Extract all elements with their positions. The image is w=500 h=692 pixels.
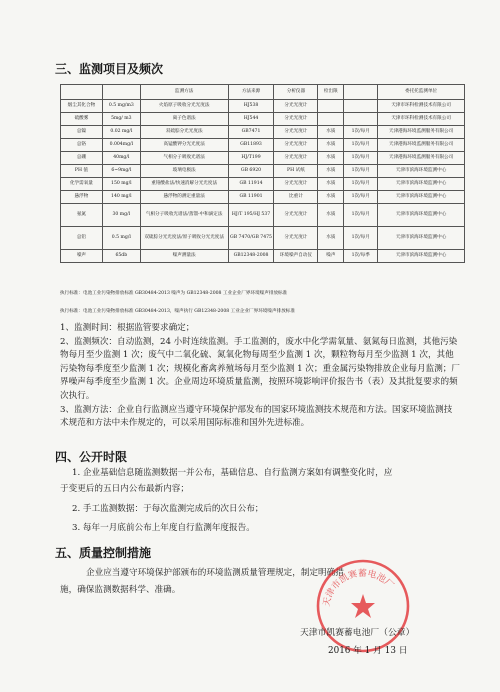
table-row [61, 191, 465, 204]
table-row [61, 113, 465, 126]
table-cell: GB7471 [228, 126, 274, 139]
table-cell: GB11893 [228, 139, 274, 152]
table-cell: 天津港海环境监测服务有限公司 [378, 152, 465, 165]
table-header-cell: 方法来源 [228, 85, 274, 100]
table-cell: 分光光度计 [274, 113, 318, 126]
company-seal-stamp [313, 556, 413, 656]
table-row [61, 139, 465, 152]
table-note-1: 执行标准：电池工业污染物排放标准 GB30484-2013 噪声为 GB12348-2008 工业企业厂界环境噪声排放标准 [60, 291, 288, 296]
qc-line-2: 施，确保监测数据科学、准确。 [60, 585, 181, 595]
table-row [61, 165, 465, 178]
table-row [61, 100, 465, 113]
table-cell: 分光光度计 [274, 100, 318, 113]
table-header-cell: 检出限 [318, 85, 344, 100]
table-cell: 水质 [318, 165, 344, 178]
table-cell: 悬浮物 [61, 191, 103, 204]
table-cell: 气相分子吸收光谱法 [140, 152, 228, 165]
table-cell: 总硼 [61, 152, 103, 165]
table-cell [344, 113, 378, 126]
table-header-cell: 监测方法 [140, 85, 228, 100]
table-cell: 水质 [318, 126, 344, 139]
table-cell: 天津市环科检测技术有限公司 [378, 113, 465, 126]
table-cell: 1次/每月 [344, 165, 378, 178]
table-cell: 1次/每月 [344, 191, 378, 204]
table-cell: 1次/每季 [344, 250, 378, 263]
publish-item-1b: 于变更后的五日内公布最新内容； [60, 484, 189, 494]
table-cell: 水质 [318, 139, 344, 152]
table-cell: 总铅 [61, 227, 103, 250]
table-cell: 1次/每月 [344, 204, 378, 227]
table-header-row [61, 85, 465, 100]
table-cell: 水质 [318, 191, 344, 204]
table-cell: 水质 [318, 178, 344, 191]
table-cell: 玻璃电极法 [140, 165, 228, 178]
monitoring-requirements: 1、监测时间：根据监管要求确定； 2、监测频次：自动监测，24 小时连续监测。手工监测的，废水中化学需氧量、氨氮每日监测，其他污染物每月至少监测 1 次；废气中二氧化硫、氮氧化物每周至少监测 1 次，颗粒物每月至少监测 1 次，其他污染物每季度至少监测 1 次；规模化畜禽养殖场每月至少监测 1 次；重金属污染物排放企业每月监测；厂界噪声每季度至少监测 1 次。企业周边环境质量监测，按照环境影响评价报告书（表）及其批复要求的频次执行。 3、监测方法：企业自行监测应当遵守环境保护部发布的国家环境监测技术规范和方法。国家环境监测技术规范和方法中未作规定的，可以采用国际标准和国外先进标准。 [60, 323, 460, 429]
table-cell: 150 mg/l [102, 178, 140, 191]
table-cell: 0.02 mg/l [102, 126, 140, 139]
table-cell: HJ538 [228, 100, 274, 113]
table-row [61, 250, 465, 263]
table-cell: 天津市滨海环境监测中心 [378, 191, 465, 204]
table-cell [318, 100, 344, 113]
table-cell: 硫酸雾 [61, 113, 103, 126]
table-cell: 140 mg/l [102, 191, 140, 204]
table-cell: 水质 [318, 227, 344, 250]
svg-text:天津市凯赛蓄电池厂: 天津市凯赛蓄电池厂 [322, 568, 396, 608]
table-cell: 5mg/ m3 [102, 113, 140, 126]
table-cell: 氨氮 [61, 204, 103, 227]
table-cell: 分光光度计 [274, 204, 318, 227]
table-cell: 水质 [318, 204, 344, 227]
table-cell: 分光光度计 [274, 152, 318, 165]
table-cell: 天津市滨海环境监测中心 [378, 165, 465, 178]
table-cell: 天津港海环境监测服务有限公司 [378, 126, 465, 139]
table-row [61, 178, 465, 191]
table-cell: 烟尘其化合物 [61, 100, 103, 113]
table-cell: 30 mg/l [102, 204, 140, 227]
table-cell: 离子色谱法 [140, 113, 228, 126]
table-header-cell: 分析仪器 [274, 85, 318, 100]
table-cell: 噪声 [61, 250, 103, 263]
table-cell: 双硫腙分光光度法 [140, 126, 228, 139]
table-cell: 65db [102, 250, 140, 263]
table-cell: 重铬酸盐法/快速消解分光光度法 [140, 178, 228, 191]
table-cell: 化学需氧量 [61, 178, 103, 191]
table-cell: 天津市滨海环境监测中心 [378, 178, 465, 191]
table-row [61, 204, 465, 227]
table-cell: 1次/每月 [344, 152, 378, 165]
table-cell: 40mg/l [102, 152, 140, 165]
table-cell [344, 100, 378, 113]
table-cell: HJ544 [228, 113, 274, 126]
table-cell: 天津港海环境监测服务有限公司 [378, 139, 465, 152]
section-4-title: 四、公开时限 [55, 450, 128, 464]
table-cell: GB 11901 [228, 191, 274, 204]
table-cell: 0.5 mg/m3 [102, 100, 140, 113]
table-cell: 6~9mg/l [102, 165, 140, 178]
table-cell: 高锰酸钾分光光度法 [140, 139, 228, 152]
table-cell: 1次/每月 [344, 178, 378, 191]
table-cell: 天津市滨海环境监测中心 [378, 204, 465, 227]
table-cell: 分光光度计 [274, 139, 318, 152]
publish-item-3: 3. 每年一月底前公布上年度自行监测年度报告。 [72, 523, 255, 533]
table-row [61, 227, 465, 250]
table-cell: HJ/T199 [228, 152, 274, 165]
section-5-title: 五、质量控制措施 [55, 546, 152, 560]
table-cell: 分光光度计 [274, 126, 318, 139]
table-cell: 噪声测量法 [140, 250, 228, 263]
table-cell: 分光光度计 [274, 227, 318, 250]
table-cell: GB 7470/GB 7475 [228, 227, 274, 250]
table-cell: 比重计 [274, 191, 318, 204]
table-header-cell [61, 85, 103, 100]
table-cell: 水质 [318, 152, 344, 165]
table-cell: 火焰原子吸收分光光度法 [140, 100, 228, 113]
table-cell: 气相分子吸收光谱法/蒸馏-中和滴定法 [140, 204, 228, 227]
table-cell: 双硫腙分光光度法/原子吸收分光光度法 [140, 227, 228, 250]
table-header-cell [102, 85, 140, 100]
table-cell: 总镍 [61, 126, 103, 139]
publish-item-2: 2. 手工监测数据：于每次监测完成后的次日公布； [72, 504, 264, 514]
table-cell: 总铬 [61, 139, 103, 152]
table-cell: 0.004mg/l [102, 139, 140, 152]
table-cell: 天津市滨海环境监测中心 [378, 250, 465, 263]
section-3-title: 三、监测项目及频次 [55, 62, 164, 76]
table-cell: 环境噪声自动仪 [274, 250, 318, 263]
table-row [61, 152, 465, 165]
table-cell: HJ/T 195/HJ 537 [228, 204, 274, 227]
table-cell: 1次/每月 [344, 139, 378, 152]
table-note-2: 执行标准：电池工业污染物排放标准 GB30484-2013，噪声执行 GB12348-2008 工业企业厂界环境噪声排放标准 [60, 309, 295, 314]
table-cell: 天津市环科检测技术有限公司 [378, 100, 465, 113]
monitoring-table [60, 84, 465, 263]
table-cell: GB12348-2008 [228, 250, 274, 263]
table-cell: PH 值 [61, 165, 103, 178]
table-cell: 1次/每月 [344, 126, 378, 139]
table-cell: 悬浮物的测定重量法 [140, 191, 228, 204]
table-row [61, 126, 465, 139]
table-cell: GB 11914 [228, 178, 274, 191]
table-header-cell [344, 85, 378, 100]
table-cell: 1次/每月 [344, 227, 378, 250]
publish-item-1a: 1. 企业基础信息随监测数据一并公布，基础信息、自行监测方案如有调整变化时，应 [72, 468, 393, 478]
table-cell: 噪声 [318, 250, 344, 263]
table-header-cell: 委托托监测单位 [378, 85, 465, 100]
table-cell: 分光光度计 [274, 178, 318, 191]
table-cell: 天津市滨海环境监测中心 [378, 227, 465, 250]
table-cell [318, 113, 344, 126]
company-signature: 天津市凯赛蓄电池厂（公章） [300, 628, 415, 638]
table-cell: GB 6920 [228, 165, 274, 178]
qc-line-1: 企业应当遵守环境保护部颁布的环境监测质量管理规定，制定明确措 [86, 568, 344, 578]
signature-date: 2016 年 1 月 13 日 [328, 646, 408, 656]
table-cell: PH 试纸 [274, 165, 318, 178]
table-cell: 0.5 mg/l [102, 227, 140, 250]
